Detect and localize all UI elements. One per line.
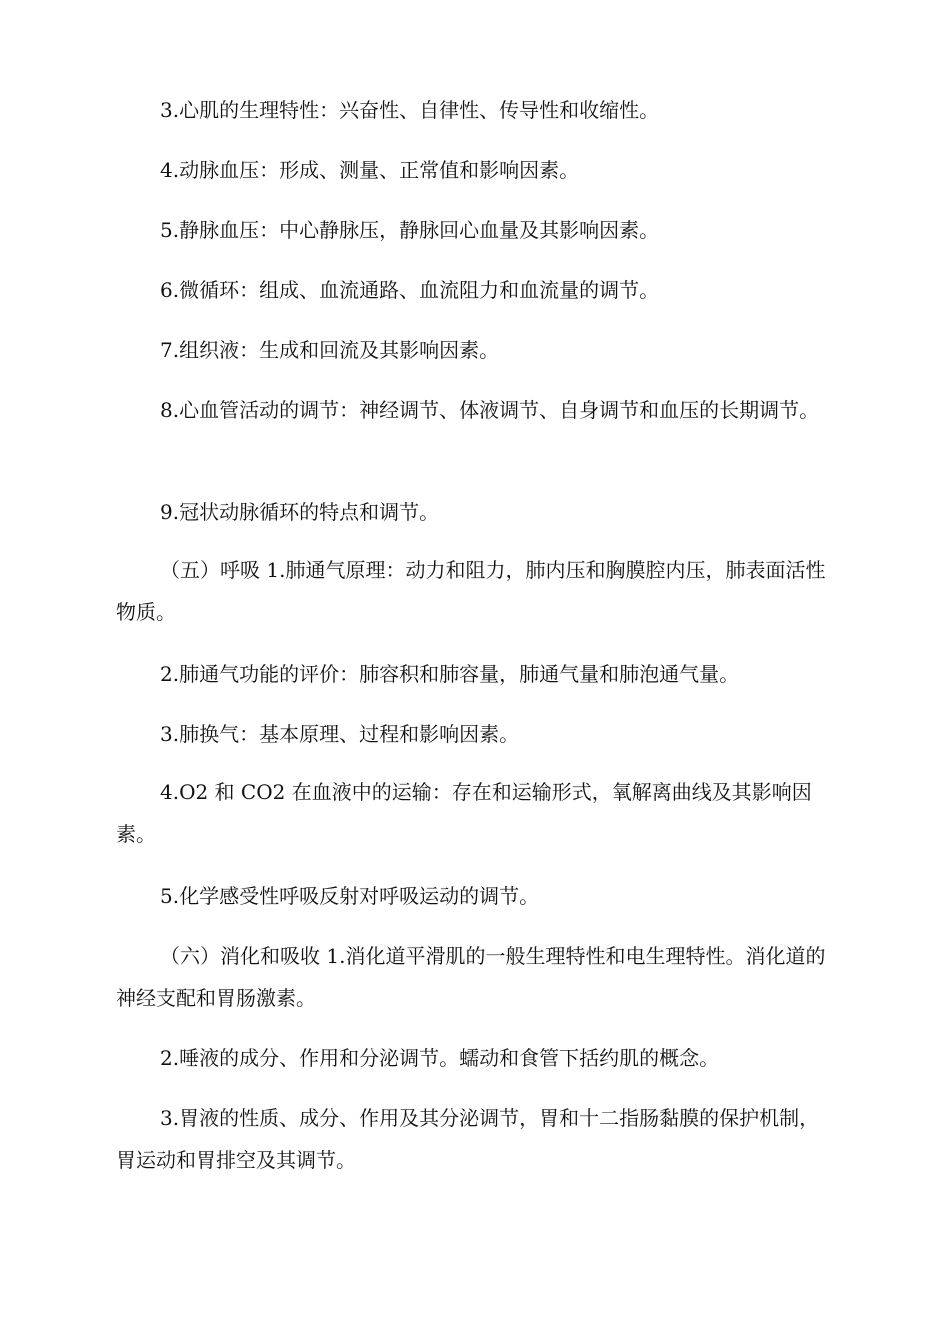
paragraph-myocardium-properties: 3.心肌的生理特性：兴奋性、自律性、传导性和收缩性。: [160, 98, 660, 122]
paragraph-coronary-circulation: 9.冠状动脉循环的特点和调节。: [160, 500, 440, 524]
paragraph-venous-pressure: 5.静脉血压：中心静脉压，静脉回心血量及其影响因素。: [160, 218, 660, 242]
paragraph-cardiovascular-regulation: 8.心血管活动的调节：神经调节、体液调节、自身调节和血压的长期调节。: [160, 398, 820, 422]
paragraph-saliva: 2.唾液的成分、作用和分泌调节。蠕动和食管下括约肌的概念。: [160, 1046, 720, 1070]
paragraph-arterial-pressure: 4.动脉血压：形成、测量、正常值和影响因素。: [160, 158, 580, 182]
paragraph-respiration-ventilation: （五）呼吸 1.肺通气原理：动力和阻力，肺内压和胸膜腔内压，肺表面活性物质。: [116, 558, 826, 624]
paragraph-gas-exchange: 3.肺换气：基本原理、过程和影响因素。: [160, 722, 520, 746]
paragraph-ventilation-evaluation: 2.肺通气功能的评价：肺容积和肺容量，肺通气量和肺泡通气量。: [160, 662, 740, 686]
paragraph-microcirculation: 6.微循环：组成、血流通路、血流阻力和血流量的调节。: [160, 278, 660, 302]
paragraph-gas-transport: 4.O2 和 CO2 在血液中的运输：存在和运输形式，氧解离曲线及其影响因素。: [116, 780, 812, 846]
paragraph-chemoreceptor-reflex: 5.化学感受性呼吸反射对呼吸运动的调节。: [160, 884, 540, 908]
paragraph-gastric-juice: 3.胃液的性质、成分、作用及其分泌调节，胃和十二指肠黏膜的保护机制，胃运动和胃排空及其调节。: [116, 1106, 820, 1172]
paragraph-digestion-smooth-muscle: （六）消化和吸收 1.消化道平滑肌的一般生理特性和电生理特性。消化道的神经支配和胃肠激素。: [116, 944, 826, 1010]
paragraph-tissue-fluid: 7.组织液：生成和回流及其影响因素。: [160, 338, 500, 362]
